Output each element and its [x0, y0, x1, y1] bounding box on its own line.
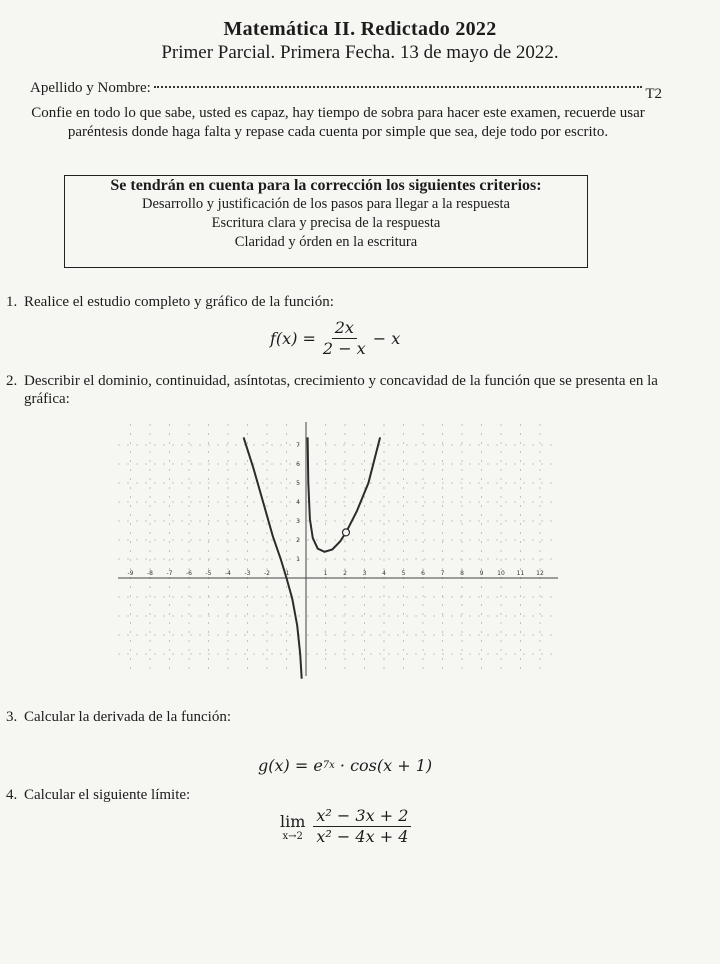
graph-curves: [244, 437, 381, 678]
fraction: $\frac{2x}{2 - x}$: [322, 318, 366, 358]
x-tick-label: 8: [460, 570, 464, 577]
question-4: 4. Calcular el siguiente límite:: [6, 787, 191, 803]
graph-grid: [118, 424, 558, 676]
question-1: 1. Realice el estudio completo y gráfico de la función:: [6, 294, 334, 310]
page-subtitle: Primer Parcial. Primera Fecha. 13 de mayo de 2022.: [161, 42, 559, 63]
criteria-item: Desarrollo y justificación de los pasos para llegar a la respuesta: [141, 196, 510, 212]
open-point: [342, 529, 349, 536]
x-tick-label: -2: [264, 570, 270, 577]
question-3: 3. Calcular la derivada de la función:: [6, 709, 231, 725]
page-title: Matemática II. Redictado 2022: [223, 18, 497, 40]
criteria-item: Escritura clara y precisa de la respuesta: [211, 215, 441, 231]
y-tick-label: 7: [296, 442, 300, 449]
function-f-formula: f(x) = $\frac{2x}{2 - x}$ − x: [270, 318, 401, 358]
criteria-heading: Se tendrán en cuenta para la corrección los siguientes criterios:: [110, 177, 542, 194]
x-tick-label: -9: [127, 570, 134, 577]
x-tick-label: -8: [147, 570, 153, 577]
y-tick-label: 2: [296, 537, 300, 544]
criteria-box: [64, 175, 588, 268]
x-tick-label: 1: [323, 570, 328, 577]
x-tick-label: 6: [421, 570, 425, 577]
y-tick-label: 4: [296, 499, 300, 506]
x-tick-label: -3: [244, 570, 251, 577]
criteria-item: Claridad y órden en la escritura: [234, 234, 418, 250]
y-tick-labels: [296, 442, 300, 563]
question-2: 2. Describir el dominio, continuidad, asíntotas, crecimiento y concavidad de la función que se presenta en la gráfica:: [6, 373, 658, 407]
function-g-formula: g(x) = e 7x · cos(x + 1): [258, 756, 433, 775]
x-tick-label: -5: [205, 570, 212, 577]
name-blank[interactable]: [154, 86, 643, 88]
x-tick-label: 7: [440, 570, 445, 577]
curve-left-branch: [244, 437, 302, 678]
fraction: $\frac{\text{x² − 3x + 2}}{\text{x² − 4x + 4}}$: [313, 806, 411, 847]
x-tick-label: 4: [382, 570, 386, 577]
x-tick-label: 3: [362, 570, 367, 577]
x-tick-labels: [128, 570, 544, 577]
function-graph: [112, 418, 562, 680]
y-tick-label: 6: [296, 461, 300, 468]
x-tick-label: -1: [283, 570, 290, 577]
x-tick-label: 12: [536, 570, 544, 577]
x-tick-label: -6: [186, 570, 192, 577]
x-tick-label: 5: [401, 570, 406, 577]
x-tick-label: 11: [516, 570, 525, 577]
x-tick-label: -4: [225, 570, 231, 577]
intro-paragraph: Confie en todo lo que sabe, usted es capaz, hay tiempo de sobra para hacer este examen, recuerde usar paréntesis donde haga falta y repase cada cuenta por simple que sea, deje todo por escrito.: [31, 105, 645, 140]
x-tick-label: 10: [497, 570, 505, 577]
x-tick-label: 9: [479, 570, 484, 577]
graph-axes: [118, 422, 558, 676]
y-tick-label: 5: [296, 480, 300, 487]
name-field-line: [30, 80, 662, 102]
exam-code: T2: [645, 86, 662, 102]
y-tick-label: 1: [296, 556, 300, 563]
x-tick-label: -7: [166, 570, 173, 577]
limit-formula: [280, 806, 415, 847]
name-label: Apellido y Nombre:: [30, 80, 151, 96]
limit-operator: lim x→2: [280, 811, 306, 842]
x-tick-label: 2: [343, 570, 347, 577]
y-tick-label: 3: [296, 518, 300, 525]
